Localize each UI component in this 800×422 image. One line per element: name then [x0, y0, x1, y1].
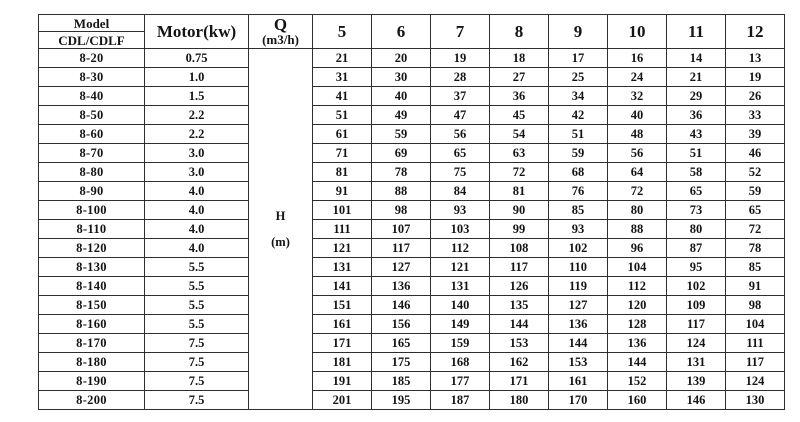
head-value-cell: 78: [372, 163, 431, 182]
head-value-cell: 112: [431, 239, 490, 258]
head-value-cell: 52: [726, 163, 785, 182]
table-row: [39, 220, 785, 239]
head-value-cell: 175: [372, 353, 431, 372]
head-value-cell: 117: [372, 239, 431, 258]
head-value-cell: 41: [313, 87, 372, 106]
head-value-cell: 80: [608, 201, 667, 220]
motor-kw-cell: 1.5: [145, 87, 249, 106]
flow-column-header: 6: [372, 15, 431, 49]
head-value-cell: 180: [490, 391, 549, 410]
head-value-cell: 131: [667, 353, 726, 372]
motor-kw-cell: 4.0: [145, 239, 249, 258]
motor-header: Motor(kw): [145, 15, 249, 49]
table-row: [39, 182, 785, 201]
head-value-cell: 13: [726, 49, 785, 68]
head-value-cell: 95: [667, 258, 726, 277]
model-cell: 8-30: [39, 68, 145, 87]
head-value-cell: 161: [549, 372, 608, 391]
head-value-cell: 102: [549, 239, 608, 258]
head-value-cell: 135: [490, 296, 549, 315]
table-row: [39, 391, 785, 410]
head-value-cell: 185: [372, 372, 431, 391]
motor-kw-cell: 4.0: [145, 201, 249, 220]
head-value-cell: 98: [372, 201, 431, 220]
head-value-cell: 170: [549, 391, 608, 410]
head-value-cell: 54: [490, 125, 549, 144]
motor-kw-cell: 0.75: [145, 49, 249, 68]
q-unit: (m3/h): [262, 32, 299, 47]
head-value-cell: 58: [667, 163, 726, 182]
head-value-cell: 93: [549, 220, 608, 239]
flow-column-header: 11: [667, 15, 726, 49]
motor-kw-cell: 3.0: [145, 163, 249, 182]
head-value-cell: 56: [608, 144, 667, 163]
head-value-cell: 24: [608, 68, 667, 87]
head-value-cell: 65: [726, 201, 785, 220]
table-header: [39, 15, 785, 49]
head-value-cell: 31: [313, 68, 372, 87]
head-value-cell: 93: [431, 201, 490, 220]
head-value-cell: 111: [313, 220, 372, 239]
head-value-cell: 45: [490, 106, 549, 125]
head-value-cell: 29: [667, 87, 726, 106]
head-value-cell: 120: [608, 296, 667, 315]
head-value-cell: 121: [431, 258, 490, 277]
head-value-cell: 171: [313, 334, 372, 353]
head-value-cell: 16: [608, 49, 667, 68]
head-value-cell: 40: [608, 106, 667, 125]
head-value-cell: 17: [549, 49, 608, 68]
head-value-cell: 159: [431, 334, 490, 353]
head-value-cell: 59: [372, 125, 431, 144]
model-header-series: CDL/CDLF: [39, 32, 145, 49]
table-row: [39, 239, 785, 258]
head-value-cell: 127: [549, 296, 608, 315]
table-row: [39, 277, 785, 296]
head-value-cell: 76: [549, 182, 608, 201]
head-value-cell: 63: [490, 144, 549, 163]
model-cell: 8-40: [39, 87, 145, 106]
head-value-cell: 72: [490, 163, 549, 182]
table-row: [39, 353, 785, 372]
table-row: [39, 315, 785, 334]
head-value-cell: 156: [372, 315, 431, 334]
head-value-cell: 64: [608, 163, 667, 182]
head-value-cell: 181: [313, 353, 372, 372]
head-value-cell: 160: [608, 391, 667, 410]
model-cell: 8-70: [39, 144, 145, 163]
motor-kw-cell: 4.0: [145, 220, 249, 239]
head-value-cell: 107: [372, 220, 431, 239]
table-row: [39, 334, 785, 353]
head-value-cell: 117: [490, 258, 549, 277]
head-value-cell: 152: [608, 372, 667, 391]
head-value-cell: 168: [431, 353, 490, 372]
head-value-cell: 48: [608, 125, 667, 144]
head-value-cell: 71: [313, 144, 372, 163]
head-value-cell: 72: [726, 220, 785, 239]
head-value-cell: 87: [667, 239, 726, 258]
header-row-top: [39, 15, 785, 32]
q-symbol: Q: [273, 15, 288, 34]
head-value-cell: 119: [549, 277, 608, 296]
head-value-cell: 19: [726, 68, 785, 87]
model-cell: 8-130: [39, 258, 145, 277]
motor-kw-cell: 5.5: [145, 315, 249, 334]
flow-column-header: 8: [490, 15, 549, 49]
head-value-cell: 20: [372, 49, 431, 68]
head-value-cell: 49: [372, 106, 431, 125]
flow-column-header: 10: [608, 15, 667, 49]
head-value-cell: 65: [667, 182, 726, 201]
head-value-cell: 36: [667, 106, 726, 125]
head-value-cell: 65: [431, 144, 490, 163]
head-value-cell: 25: [549, 68, 608, 87]
head-value-cell: 111: [726, 334, 785, 353]
head-value-cell: 121: [313, 239, 372, 258]
model-cell: 8-80: [39, 163, 145, 182]
head-value-cell: 84: [431, 182, 490, 201]
motor-kw-cell: 7.5: [145, 372, 249, 391]
head-value-cell: 124: [726, 372, 785, 391]
head-value-cell: 117: [667, 315, 726, 334]
table-body: [39, 49, 785, 410]
table-row: [39, 87, 785, 106]
table-row: [39, 201, 785, 220]
table-row: [39, 163, 785, 182]
motor-kw-cell: 2.2: [145, 125, 249, 144]
model-cell: 8-90: [39, 182, 145, 201]
flow-rate-header: [249, 15, 313, 49]
head-value-cell: 171: [490, 372, 549, 391]
head-value-cell: 33: [726, 106, 785, 125]
model-cell: 8-110: [39, 220, 145, 239]
model-cell: 8-100: [39, 201, 145, 220]
head-value-cell: 131: [313, 258, 372, 277]
head-value-cell: 136: [372, 277, 431, 296]
head-unit-cell: [249, 49, 313, 410]
head-value-cell: 32: [608, 87, 667, 106]
head-value-cell: 14: [667, 49, 726, 68]
head-value-cell: 28: [431, 68, 490, 87]
head-value-cell: 39: [726, 125, 785, 144]
head-value-cell: 43: [667, 125, 726, 144]
head-value-cell: 161: [313, 315, 372, 334]
head-value-cell: 136: [608, 334, 667, 353]
head-value-cell: 21: [313, 49, 372, 68]
head-value-cell: 144: [490, 315, 549, 334]
head-value-cell: 191: [313, 372, 372, 391]
head-value-cell: 110: [549, 258, 608, 277]
model-cell: 8-160: [39, 315, 145, 334]
motor-kw-cell: 5.5: [145, 277, 249, 296]
motor-kw-cell: 7.5: [145, 353, 249, 372]
table-row: [39, 296, 785, 315]
head-value-cell: 85: [549, 201, 608, 220]
head-value-cell: 30: [372, 68, 431, 87]
head-value-cell: 139: [667, 372, 726, 391]
model-cell: 8-140: [39, 277, 145, 296]
head-value-cell: 36: [490, 87, 549, 106]
head-value-cell: 108: [490, 239, 549, 258]
table-row: [39, 106, 785, 125]
model-cell: 8-200: [39, 391, 145, 410]
motor-kw-cell: 3.0: [145, 144, 249, 163]
head-value-cell: 153: [549, 353, 608, 372]
head-value-cell: 81: [313, 163, 372, 182]
head-value-cell: 109: [667, 296, 726, 315]
head-value-cell: 104: [726, 315, 785, 334]
head-value-cell: 42: [549, 106, 608, 125]
model-cell: 8-170: [39, 334, 145, 353]
motor-kw-cell: 5.5: [145, 258, 249, 277]
head-value-cell: 88: [608, 220, 667, 239]
flow-column-header: 5: [313, 15, 372, 49]
table-row: [39, 372, 785, 391]
head-value-cell: 37: [431, 87, 490, 106]
head-value-cell: 136: [549, 315, 608, 334]
head-value-cell: 18: [490, 49, 549, 68]
head-value-cell: 146: [667, 391, 726, 410]
head-value-cell: 69: [372, 144, 431, 163]
motor-kw-cell: 2.2: [145, 106, 249, 125]
head-value-cell: 72: [608, 182, 667, 201]
head-value-cell: 126: [490, 277, 549, 296]
head-value-cell: 128: [608, 315, 667, 334]
head-value-cell: 51: [667, 144, 726, 163]
head-value-cell: 59: [549, 144, 608, 163]
model-cell: 8-180: [39, 353, 145, 372]
head-value-cell: 26: [726, 87, 785, 106]
head-value-cell: 81: [490, 182, 549, 201]
head-value-cell: 195: [372, 391, 431, 410]
head-value-cell: 51: [313, 106, 372, 125]
head-value-cell: 47: [431, 106, 490, 125]
head-value-cell: 40: [372, 87, 431, 106]
head-value-cell: 104: [608, 258, 667, 277]
motor-kw-cell: 4.0: [145, 182, 249, 201]
head-value-cell: 201: [313, 391, 372, 410]
head-value-cell: 78: [726, 239, 785, 258]
head-value-cell: 96: [608, 239, 667, 258]
head-value-cell: 73: [667, 201, 726, 220]
head-value-cell: 149: [431, 315, 490, 334]
pump-spec-table: [38, 14, 785, 410]
head-value-cell: 144: [608, 353, 667, 372]
motor-kw-cell: 7.5: [145, 334, 249, 353]
head-value-cell: 153: [490, 334, 549, 353]
head-value-cell: 85: [726, 258, 785, 277]
head-unit: (m): [271, 235, 290, 249]
head-symbol: H: [275, 209, 286, 223]
motor-kw-cell: 1.0: [145, 68, 249, 87]
flow-column-header: 7: [431, 15, 490, 49]
head-value-cell: 59: [726, 182, 785, 201]
pump-spec-table-wrap: [38, 14, 785, 410]
model-cell: 8-60: [39, 125, 145, 144]
model-cell: 8-190: [39, 372, 145, 391]
head-value-cell: 75: [431, 163, 490, 182]
head-value-cell: 46: [726, 144, 785, 163]
head-value-cell: 91: [726, 277, 785, 296]
head-value-cell: 112: [608, 277, 667, 296]
model-header-title: Model: [39, 15, 145, 32]
head-value-cell: 80: [667, 220, 726, 239]
model-cell: 8-20: [39, 49, 145, 68]
head-value-cell: 91: [313, 182, 372, 201]
head-value-cell: 103: [431, 220, 490, 239]
head-value-cell: 101: [313, 201, 372, 220]
table-row: [39, 144, 785, 163]
head-value-cell: 177: [431, 372, 490, 391]
head-value-cell: 165: [372, 334, 431, 353]
motor-kw-cell: 5.5: [145, 296, 249, 315]
head-value-cell: 34: [549, 87, 608, 106]
head-value-cell: 187: [431, 391, 490, 410]
head-value-cell: 68: [549, 163, 608, 182]
motor-kw-cell: 7.5: [145, 391, 249, 410]
head-value-cell: 162: [490, 353, 549, 372]
table-row: [39, 258, 785, 277]
head-value-cell: 21: [667, 68, 726, 87]
table-row: [39, 49, 785, 68]
head-value-cell: 144: [549, 334, 608, 353]
model-cell: 8-150: [39, 296, 145, 315]
head-value-cell: 90: [490, 201, 549, 220]
table-row: [39, 125, 785, 144]
model-cell: 8-120: [39, 239, 145, 258]
flow-column-header: 9: [549, 15, 608, 49]
head-value-cell: 127: [372, 258, 431, 277]
head-value-cell: 98: [726, 296, 785, 315]
head-value-cell: 140: [431, 296, 490, 315]
head-value-cell: 146: [372, 296, 431, 315]
head-value-cell: 151: [313, 296, 372, 315]
head-value-cell: 61: [313, 125, 372, 144]
table-row: [39, 68, 785, 87]
head-value-cell: 130: [726, 391, 785, 410]
head-value-cell: 27: [490, 68, 549, 87]
head-value-cell: 19: [431, 49, 490, 68]
model-cell: 8-50: [39, 106, 145, 125]
head-value-cell: 51: [549, 125, 608, 144]
head-value-cell: 56: [431, 125, 490, 144]
head-value-cell: 124: [667, 334, 726, 353]
flow-column-header: 12: [726, 15, 785, 49]
head-value-cell: 99: [490, 220, 549, 239]
head-value-cell: 102: [667, 277, 726, 296]
head-value-cell: 88: [372, 182, 431, 201]
head-value-cell: 131: [431, 277, 490, 296]
head-value-cell: 117: [726, 353, 785, 372]
head-value-cell: 141: [313, 277, 372, 296]
